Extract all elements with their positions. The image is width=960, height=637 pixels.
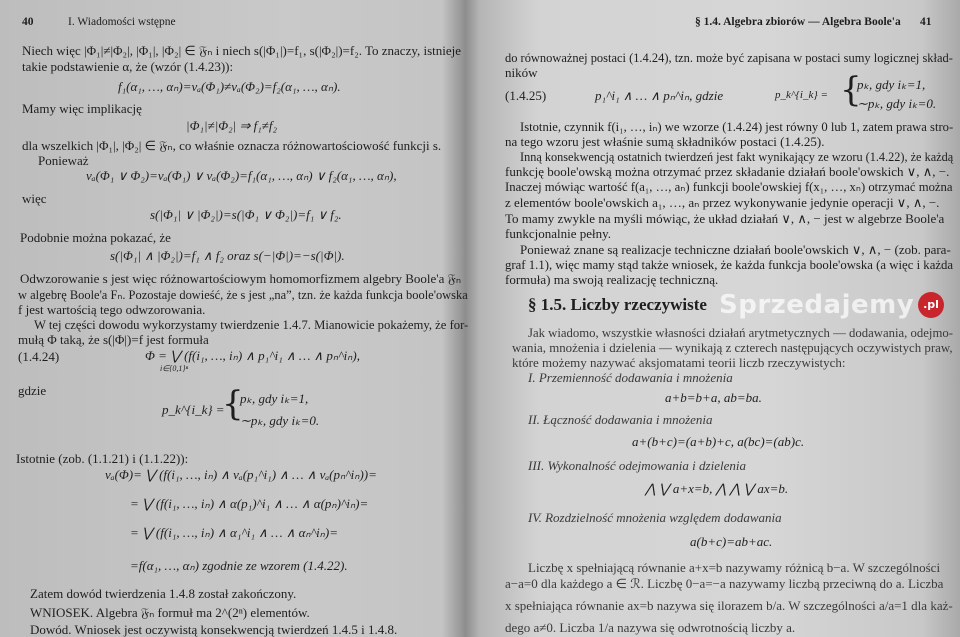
text-line: f jest wartością tego odwzorowania. — [18, 302, 206, 317]
text-line: dego a≠0. Liczba 1/a nazywa się odwrotnością liczby a. — [505, 620, 796, 635]
text-line: Ponieważ — [38, 153, 89, 168]
text-line: funkcjonalnie pełny. — [505, 226, 612, 241]
formula: f₁(α₁, …, αₙ)=vₐ(Φ₁)≠vₐ(Φ₂)=f₂(α₁, …, αₙ). — [118, 79, 341, 94]
text-line: w algebrę Boole'a Fₙ. Pozostaje dowieść, że s jest „na”, tzn. że każda funkcja boole'owska — [18, 287, 468, 302]
formula: = ⋁ (f(i₁, …, iₙ) ∧ α(p₁)^i₁ ∧ … ∧ α(pₙ)^iₙ)= — [130, 496, 369, 511]
cases-row: pₖ, gdy iₖ=1, — [857, 77, 926, 92]
text-line: Inną konsekwencją ostatnich twierdzeń jest fakt wynikający ze wzoru (1.4.22), że każdą — [520, 149, 954, 164]
left-page — [0, 0, 475, 637]
text-line: Mamy więc implikację — [22, 101, 142, 116]
corollary: WNIOSEK. Algebra 𝔉ₙ formuł ma 2^(2ⁿ) elementów. — [30, 605, 310, 620]
text-line: takie podstawienie α, że (wzór (1.4.23)): — [22, 59, 234, 74]
page-number: 40 — [22, 16, 34, 28]
text-line: Liczbę x spełniającą równanie a+x=b nazywamy różnicą b−a. W szczególności — [528, 560, 941, 575]
text-line: do równoważnej postaci (1.4.24), tzn. może być zapisana w postaci sumy logicznej skład- — [505, 50, 953, 65]
cases-row: ∼pₖ, gdy iₖ=0. — [240, 413, 320, 428]
cases-lhs: p_k^{i_k} = — [162, 402, 225, 417]
running-head: I. Wiadomości wstępne — [68, 16, 176, 28]
equation-number: (1.4.24) — [18, 349, 60, 364]
text-line: Istotnie (zob. (1.1.21) i (1.1.22)): — [16, 451, 189, 466]
text-line: a−a=0 dla każdego a ∈ ℛ. Liczbę 0−a=−a nazywamy liczbą przeciwną do a. Liczba — [505, 576, 944, 591]
formula: =f(α₁, …, αₙ) zgodnie ze wzorem (1.4.22). — [130, 558, 348, 573]
text-line: dla wszelkich |Φ₁|, |Φ₂| ∈ 𝔉ₙ, co właśnie oznacza różnowartościowość funkcji s. — [22, 138, 442, 153]
text-line: wania, mnożenia i dzielenia — wynikają z czterech następujących oczywistych praw, — [512, 340, 953, 355]
cases-row: pₖ, gdy iₖ=1, — [240, 391, 309, 406]
cases-lhs: p_k^{i_k} = — [775, 89, 828, 101]
axiom-title: IV. Rozdzielność mnożenia względem dodawania — [528, 510, 782, 525]
formula: a(b+c)=ab+ac. — [690, 534, 773, 549]
equation-number: (1.4.25) — [505, 88, 547, 103]
brace: { — [840, 70, 862, 110]
text-line: Istotnie, czynnik f(i₁, …, iₙ) we wzorze (1.4.24) jest równy 0 lub 1, zatem prawa stro- — [520, 119, 954, 134]
text-line: graf 1.1), więc mamy stąd także wniosek, że każda funkcja boole'owska (a więc i każda — [505, 257, 954, 272]
formula: vₐ(Φ₁ ∨ Φ₂)=vₐ(Φ₁) ∨ vₐ(Φ₂)=f₁(α₁, …, αₙ) ∨ f₂(α₁, …, αₙ), — [86, 168, 397, 183]
text-line: Inaczej mówiąc wartość f(a₁, …, aₙ) funkcji boole'owskiej f(x₁, …, xₙ) otrzymać można — [505, 179, 953, 194]
text-line: Niech więc |Φ₁|≠|Φ₂|, |Φ₁|, |Φ₂| ∈ 𝔉ₙ i niech s(|Φ₁|)=f₁, s(|Φ₂|)=f₂. To znaczy, istnieje — [22, 43, 462, 58]
axiom-title: III. Wykonalność odejmowania i dzielenia — [528, 458, 746, 473]
formula: s(|Φ₁| ∧ |Φ₂|)=f₁ ∧ f₂ oraz s(−|Φ|)=−s(|Φ|). — [110, 248, 345, 263]
brace: { — [222, 384, 244, 424]
text-line: Dowód. Wniosek jest oczywistą konsekwencją twierdzeń 1.4.5 i 1.4.8. — [30, 622, 398, 637]
text-line: funkcję boole'owską można otrzymać przez składanie działań boole'owskich ∨, ∧, −. — [505, 164, 950, 179]
formula: ⋀ ⋁ a+x=b, ⋀ ⋀ ⋁ ax=b. — [645, 481, 789, 496]
section-heading: § 1.5. Liczby rzeczywiste — [528, 295, 707, 314]
text-line: na tego wzoru jest właśnie sumą składników postaci (1.4.25). — [505, 134, 825, 149]
text-line: Odwzorowanie s jest więc różnowartościowym homomorfizmem algebry Boole'a 𝔉ₙ — [20, 271, 462, 286]
formula: Φ = ⋁ (f(i₁, …, iₙ) ∧ p₁^i₁ ∧ … ∧ pₙ^iₙ), — [145, 348, 360, 363]
formula: a+b=b+a, ab=ba. — [665, 390, 762, 405]
formula: |Φ₁|≠|Φ₂| ⇒ f₁≠f₂ — [186, 118, 278, 133]
formula: vₐ(Φ)= ⋁ (f(i₁, …, iₙ) ∧ vₐ(p₁^i₁) ∧ … ∧ vₐ(pₙ^iₙ))= — [105, 467, 377, 482]
formula: p₁^i₁ ∧ … ∧ pₙ^iₙ, gdzie — [595, 88, 724, 103]
formula: a+(b+c)=(a+b)+c, a(bc)=(ab)c. — [632, 434, 805, 449]
watermark-badge: .pl — [918, 292, 944, 318]
cases-row: ∼pₖ, gdy iₖ=0. — [857, 96, 937, 111]
page-number: 41 — [920, 16, 932, 28]
text-line: mułą Φ taką, że s(|Φ|)=f jest formuła — [18, 332, 209, 347]
formula: = ⋁ (f(i₁, …, iₙ) ∧ α₁^i₁ ∧ … ∧ αₙ^iₙ)= — [130, 525, 338, 540]
formula: s(|Φ₁| ∨ |Φ₂|)=s(|Φ₁ ∨ Φ₂|)=f₁ ∨ f₂. — [150, 207, 342, 222]
text-line: z elementów boole'owskich a₁, …, aₙ przez wykonywanie jedynie operacji ∨, ∧, −. — [505, 195, 940, 210]
text-line: x spełniająca równanie ax=b nazywa się ilorazem b/a. W szczególności a/a=1 dla każ- — [505, 598, 953, 613]
text-line: To mamy zwykle na myśli mówiąc, że układ działań ∨, ∧, − jest w algebrze Boole'a — [505, 211, 945, 226]
text-line: Zatem dowód twierdzenia 1.4.8 został zakończony. — [30, 586, 297, 601]
running-head: § 1.4. Algebra zbiorów — Algebra Boole'a — [695, 16, 901, 28]
text-line: W tej części dowodu wykorzystamy twierdzenie 1.4.7. Mianowicie pokażemy, że for- — [34, 317, 469, 332]
text-line: Ponieważ znane są realizacje techniczne działań boole'owskich ∨, ∧, − (zob. para- — [520, 242, 951, 257]
text-line: które możemy nazywać aksjomatami teorii liczb rzeczywistych: — [512, 355, 846, 370]
axiom-title: II. Łączność dodawania i mnożenia — [528, 412, 713, 427]
text-line: gdzie — [18, 383, 47, 398]
axiom-title: I. Przemienność dodawania i mnożenia — [528, 370, 733, 385]
formula-subscript: i∈{0,1}ⁿ — [160, 364, 189, 373]
text-line: formuła) ma swoją realizację techniczną. — [505, 272, 719, 287]
text-line: Podobnie można pokazać, że — [20, 230, 171, 245]
watermark-logo: Sprzedajemy — [719, 290, 915, 320]
text-line: Jak wiadomo, wszystkie własności działań arytmetycznych — dodawania, odejmo- — [528, 325, 953, 340]
text-line: więc — [22, 191, 47, 206]
text-line: ników — [505, 65, 538, 80]
